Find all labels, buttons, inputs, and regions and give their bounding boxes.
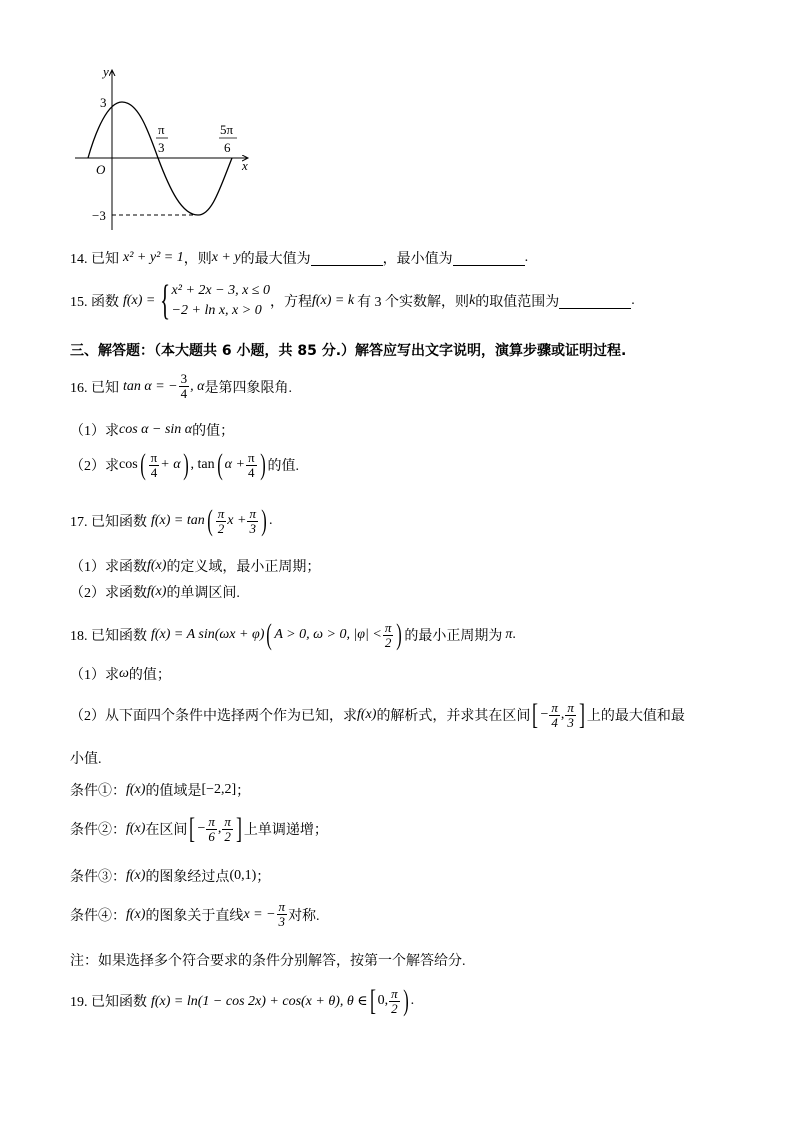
question-17-part-1: （1）求函数 f(x) 的定义域，最小正周期；: [70, 558, 321, 575]
question-18-part-2-cont: 小值.: [70, 752, 102, 767]
question-17: 17. 已知函数 f(x) = tan ( $\frac{\pi}{2}$ x + $\frac{\pi}{3}$ ) .: [70, 504, 273, 537]
answer-blank-range[interactable]: [559, 294, 631, 309]
question-18-part-2: （2）从下面四个条件中选择两个作为已知，求 f(x) 的解析式，并求其在区间 [ − $\frac{\pi}{4}$ , $\frac{\pi}{3}$ ] 上的最大值和最: [70, 698, 685, 731]
x-axis-label: x: [242, 158, 248, 173]
question-18-part-1: （1）求 ω 的值；: [70, 666, 171, 683]
pi-over-3-num: π: [158, 122, 165, 137]
section-3-heading: 三、解答题：（本大题共 6 小题，共 85 分.）解答应写出文字说明，演算步骤或证明过程.: [70, 343, 627, 359]
question-16-part-1: （1）求 cos α − sin α 的值；: [70, 422, 235, 439]
y-axis-label: y: [103, 64, 109, 79]
question-19: 19. 已知函数 f(x) = ln(1 − cos 2x) + cos(x + θ), θ ∈ [ 0, $\frac{\pi}{2}$ ) .: [70, 984, 415, 1017]
origin-label: O: [96, 162, 106, 177]
y-max-label: 3: [100, 95, 107, 110]
condition-2: 条件②： f(x) 在区间 [ − $\frac{\pi}{6}$ , $\frac{\pi}{2}$ ] 上单调递增；: [70, 812, 328, 845]
note: 注：如果选择多个符合要求的条件分别解答，按第一个解答给分.: [70, 954, 466, 969]
y-min-label: −3: [92, 208, 106, 223]
question-16-part-2: （2）求 cos ( $\frac{\pi}{4}$ + α ) , tan ( α + $\frac{\pi}{4}$ ) 的值.: [70, 448, 300, 481]
pi-over-3-den: 3: [158, 140, 165, 155]
sine-graph: [70, 60, 260, 240]
condition-4: 条件④： f(x) 的图象关于直线 x = − $\frac{\pi}{3}$ 对称.: [70, 899, 320, 929]
question-18: 18. 已知函数 f(x) = A sin(ωx + φ) ( A > 0, ω > 0, |φ| < $\frac{\pi}{2}$ ) 的最小正周期为 π .: [70, 618, 516, 651]
five-pi-over-6-num: 5π: [220, 122, 234, 137]
condition-3: 条件③： f(x) 的图象经过点 (0,1) ；: [70, 868, 271, 885]
answer-blank-min[interactable]: [453, 251, 525, 266]
answer-blank-max[interactable]: [311, 251, 383, 266]
five-pi-over-6-den: 6: [224, 140, 231, 155]
condition-1: 条件①： f(x) 的值域是 [−2,2] ；: [70, 782, 251, 799]
question-14: 14. 已知 x² + y² = 1 ，则 x + y 的最大值为 ，最小值为 .: [70, 250, 529, 267]
question-16: 16. 已知 tan α = − $\frac{3}{4}$ , α 是第四象限角.: [70, 371, 292, 401]
question-15: 15. 函数 f(x) = { x² + 2x − 3, x ≤ 0 −2 + ln x, x > 0 ，方程 f(x) = k 有 3 个实数解，则 k 的取值范围为 .: [70, 278, 635, 324]
question-17-part-2: （2）求函数 f(x) 的单调区间.: [70, 584, 240, 601]
